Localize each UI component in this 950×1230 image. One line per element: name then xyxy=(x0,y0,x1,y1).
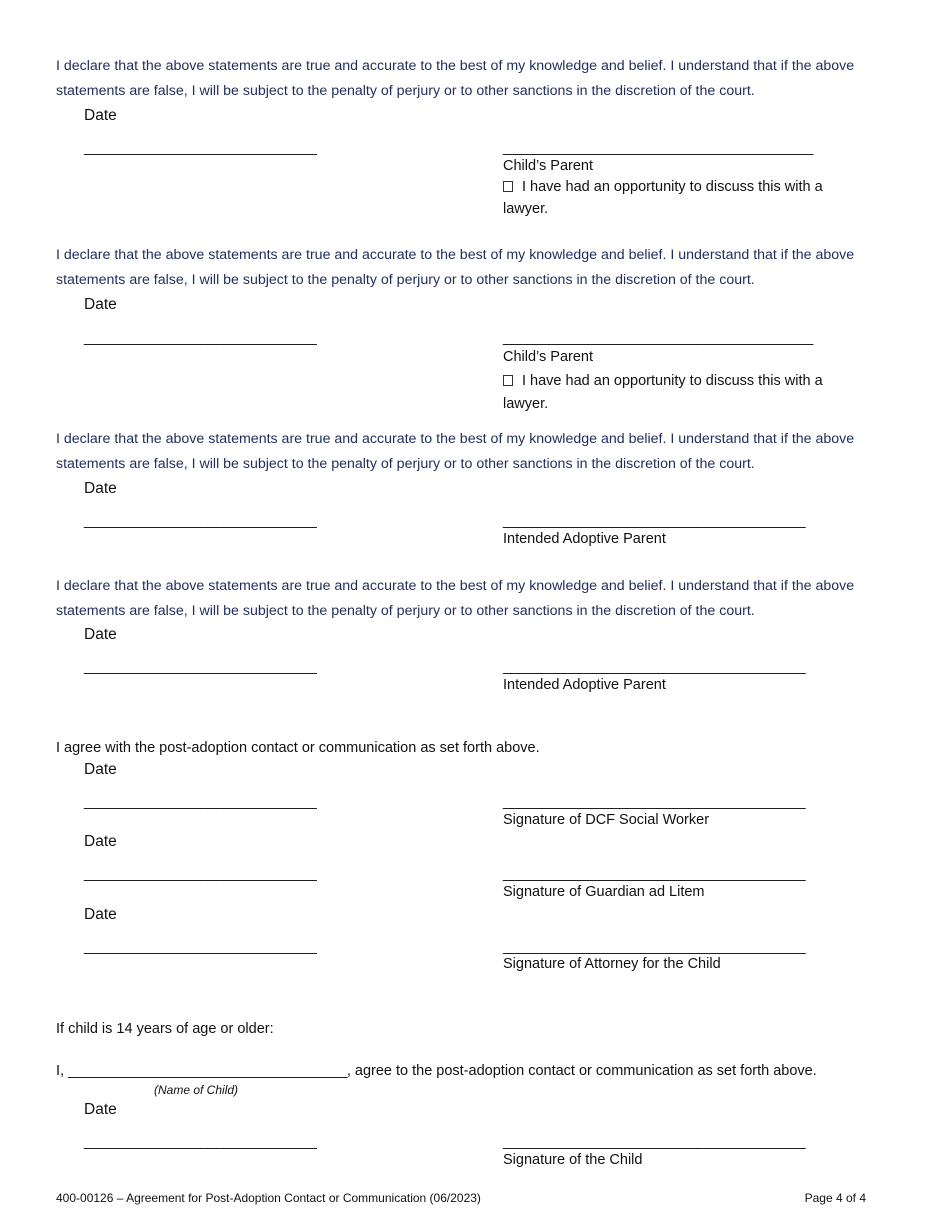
child-name-line[interactable]: ____________________________________ xyxy=(68,1062,347,1079)
dcf-signature-line[interactable]: _______________________________________ xyxy=(503,793,805,810)
lawyer-checkbox[interactable] xyxy=(503,375,513,386)
child-signature-label: Signature of the Child xyxy=(503,1152,643,1168)
date-label: Date xyxy=(84,480,117,497)
lawyer-checkbox-label-cont: lawyer. xyxy=(503,396,549,412)
footer-page-number: Page 4 of 4 xyxy=(804,1191,866,1205)
date-signature-line[interactable]: ______________________________ xyxy=(84,512,317,529)
child-signature-line[interactable]: _______________________________________ xyxy=(503,1133,805,1150)
intended-adoptive-parent-label: Intended Adoptive Parent xyxy=(503,677,666,693)
name-of-child-caption: (Name of Child) xyxy=(154,1083,239,1097)
child-agree-text: , agree to the post-adoption contact or communication as set forth above. xyxy=(346,1063,817,1079)
date-label: Date xyxy=(84,296,117,313)
date-signature-line[interactable]: ______________________________ xyxy=(84,658,317,675)
date-label: Date xyxy=(84,1101,117,1118)
date-signature-line[interactable]: ______________________________ xyxy=(84,793,317,810)
lawyer-checkbox-label: I have had an opportunity to discuss this with a xyxy=(522,179,823,195)
lawyer-checkbox-row xyxy=(503,179,823,195)
date-label: Date xyxy=(84,833,117,850)
child-agree-row xyxy=(56,1062,817,1079)
adoptive-parent-signature-line[interactable]: _______________________________________ xyxy=(503,512,805,529)
date-label: Date xyxy=(84,626,117,643)
gal-signature-line[interactable]: _______________________________________ xyxy=(503,865,805,882)
declaration-text: I declare that the above statements are true and accurate to the best of my knowledge and belief. I understand that if the above statements are false, I will be subject to the penalty of perjury or to other sanctions in the discretion of the court. xyxy=(56,247,855,288)
date-label: Date xyxy=(84,761,117,778)
agree-statement: I agree with the post-adoption contact or communication as set forth above. xyxy=(56,740,540,756)
date-signature-line[interactable]: ______________________________ xyxy=(84,938,317,955)
parent-signature-line[interactable]: ________________________________________ xyxy=(503,139,813,156)
lawyer-checkbox-label: I have had an opportunity to discuss this with a xyxy=(522,373,823,389)
footer-form-id: 400-00126 – Agreement for Post-Adoption Contact or Communication (06/2023) xyxy=(56,1191,481,1205)
intended-adoptive-parent-label: Intended Adoptive Parent xyxy=(503,531,666,547)
declaration-text: I declare that the above statements are true and accurate to the best of my knowledge and belief. I understand that if the above statements are false, I will be subject to the penalty of perjury or to other sanctions in the discretion of the court. xyxy=(56,431,855,472)
child-14-heading: If child is 14 years of age or older: xyxy=(56,1021,274,1037)
lawyer-checkbox-row xyxy=(503,373,823,389)
date-label: Date xyxy=(84,107,117,124)
childs-parent-label: Child’s Parent xyxy=(503,349,594,365)
dcf-signature-label: Signature of DCF Social Worker xyxy=(503,812,710,828)
date-signature-line[interactable]: ______________________________ xyxy=(84,139,317,156)
adoptive-parent-signature-line[interactable]: _______________________________________ xyxy=(503,658,805,675)
lawyer-checkbox[interactable] xyxy=(503,181,513,192)
date-label: Date xyxy=(84,906,117,923)
declaration-text: I declare that the above statements are true and accurate to the best of my knowledge and belief. I understand that if the above statements are false, I will be subject to the penalty of perjury or to other sanctions in the discretion of the court. xyxy=(56,58,855,99)
declaration-text: I declare that the above statements are true and accurate to the best of my knowledge and belief. I understand that if the above statements are false, I will be subject to the penalty of perjury or to other sanctions in the discretion of the court. xyxy=(56,578,855,619)
childs-parent-label: Child’s Parent xyxy=(503,158,594,174)
date-signature-line[interactable]: ______________________________ xyxy=(84,865,317,882)
attorney-signature-line[interactable]: _______________________________________ xyxy=(503,938,805,955)
lawyer-checkbox-label-cont: lawyer. xyxy=(503,201,549,217)
gal-signature-label: Signature of Guardian ad Litem xyxy=(503,884,705,900)
date-signature-line[interactable]: ______________________________ xyxy=(84,1133,317,1150)
date-signature-line[interactable]: ______________________________ xyxy=(84,329,317,346)
parent-signature-line[interactable]: ________________________________________ xyxy=(503,329,813,346)
child-agree-prefix: I, xyxy=(56,1063,69,1079)
attorney-signature-label: Signature of Attorney for the Child xyxy=(503,956,721,972)
